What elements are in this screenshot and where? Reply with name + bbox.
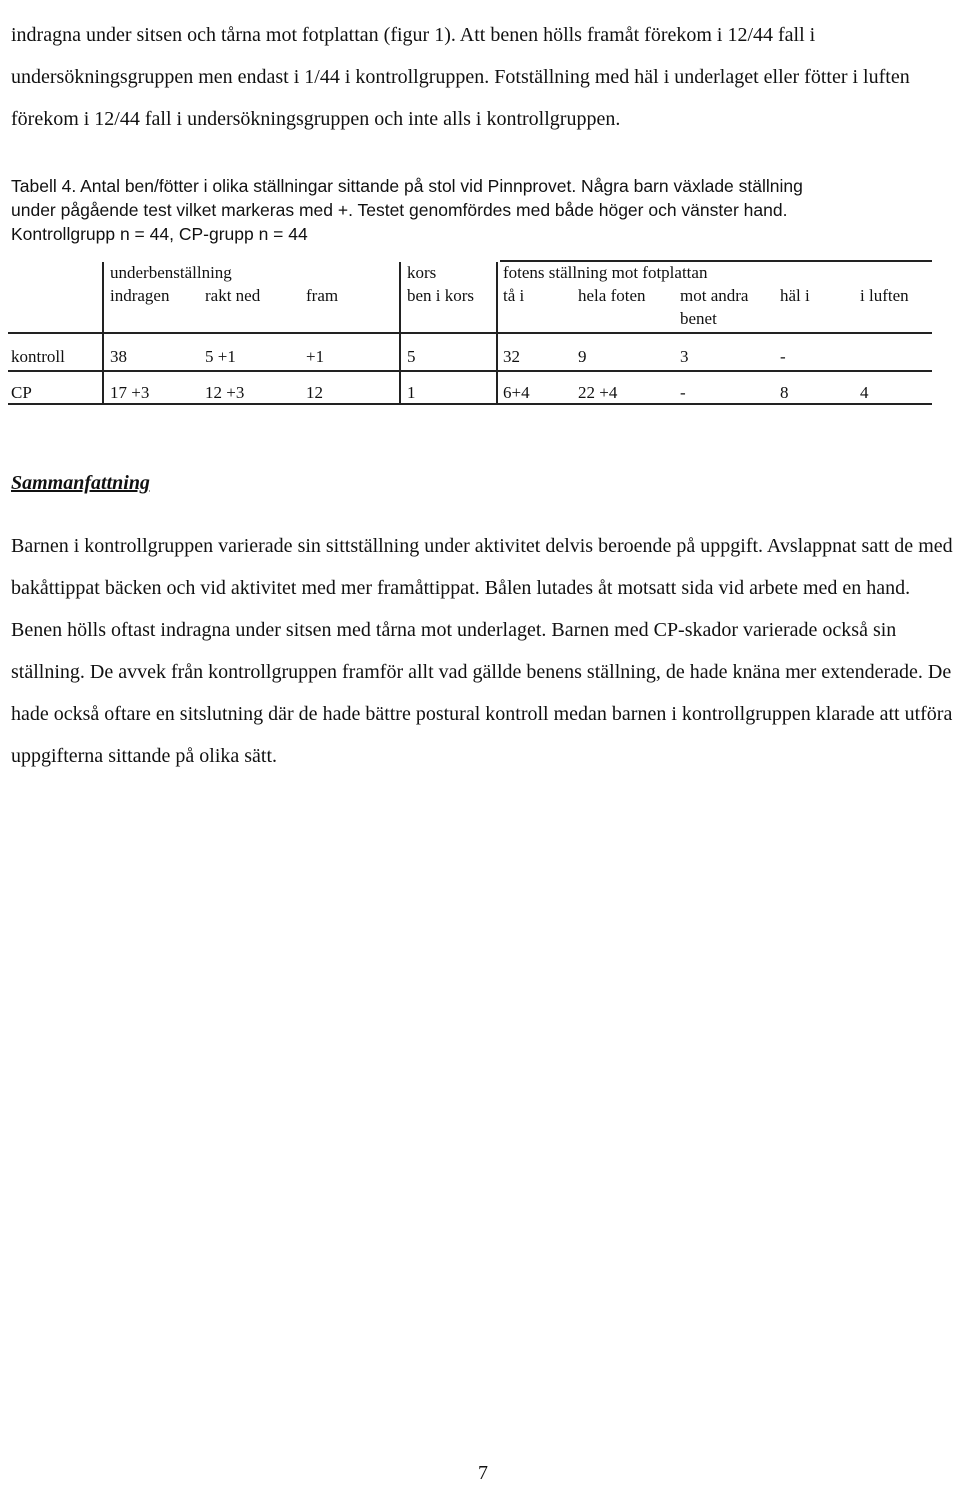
data-table <box>0 0 960 420</box>
header-bottom-rule <box>8 332 932 334</box>
col-hal-i: häl i <box>780 286 810 305</box>
col-mot-andra: mot andra <box>680 286 749 305</box>
row-divider <box>8 370 932 372</box>
row-label-kontroll: kontroll <box>11 347 65 366</box>
col-hela-foten: hela foten <box>578 286 646 305</box>
caption-line-1: Tabell 4. Antal ben/fötter i olika ställningar sittande på stol vid Pinnprovet. Några barn växlade ställning <box>11 176 803 196</box>
cell-kontroll-ben-i-kors: 5 <box>407 347 416 366</box>
vertical-rule-2 <box>399 262 401 404</box>
col-rakt-ned: rakt ned <box>205 286 261 305</box>
cell-kontroll-rakt-ned: 5 +1 <box>205 347 236 366</box>
col-mot-andra-benet: benet <box>680 309 717 328</box>
cell-cp-hela-foten: 22 +4 <box>578 383 618 402</box>
cell-kontroll-indragen: 38 <box>110 347 127 366</box>
cell-cp-rakt-ned: 12 +3 <box>205 383 245 402</box>
group-header-foot: fotens ställning mot fotplattan <box>503 263 708 282</box>
cell-kontroll-ta-i: 32 <box>503 347 520 366</box>
col-ben-i-kors: ben i kors <box>407 286 475 305</box>
summary-heading: Sammanfattning <box>11 472 150 494</box>
caption-line-2: under pågående test vilket markeras med +. Testet genomfördes med både höger och vänster hand. <box>11 200 788 220</box>
cell-kontroll-fram: +1 <box>306 347 325 366</box>
cell-kontroll-hela-foten: 9 <box>578 347 587 366</box>
page-number: 7 <box>478 1462 488 1484</box>
cell-cp-mot-andra: - <box>680 383 686 402</box>
cell-cp-ta-i: 6+4 <box>503 383 530 402</box>
group-header-cross: kors <box>407 263 437 282</box>
table-bottom-rule <box>8 403 932 405</box>
col-ta-i: tå i <box>503 286 525 305</box>
vertical-rule-3 <box>496 262 498 404</box>
cell-cp-ben-i-kors: 1 <box>407 383 416 402</box>
cell-kontroll-hal-i: - <box>780 347 786 366</box>
summary-paragraph: Barnen i kontrollgruppen varierade sin sittställning under aktivitet delvis beroende på uppgift. Avslappnat satt de med bakåttippat bäcken och vid aktivitet med mer framåttippat. Bålen lutades åt motsatt sida vid arbete med en hand. Benen hölls oftast indragna under sitsen med tårna mot underlaget. Barnen med CP-skador varierade också sin ställning. De avvek från kontrollgruppen framför allt vad gällde benens ställning, de hade knäna mer extenderade. De hade också oftare en sitslutning där de hade bättre postural kontroll medan barnen i kontrollgruppen klarade att utföra uppgifterna sittande på olika sätt. <box>11 535 953 767</box>
group-header-leg: underbenställning <box>110 263 232 282</box>
vertical-rule-1 <box>102 262 104 404</box>
col-i-luften: i luften <box>860 286 909 305</box>
cell-kontroll-mot-andra: 3 <box>680 347 689 366</box>
header-top-rule <box>500 260 932 262</box>
row-label-cp: CP <box>11 383 32 402</box>
cell-cp-indragen: 17 +3 <box>110 383 150 402</box>
cell-cp-i-luften: 4 <box>860 383 869 402</box>
col-indragen: indragen <box>110 286 170 305</box>
cell-cp-fram: 12 <box>306 383 323 402</box>
intro-paragraph: indragna under sitsen och tårna mot fotplattan (figur 1). Att benen hölls framåt förekom i 12/44 fall i undersökningsgruppen men endast i 1/44 i kontrollgruppen. Fotställning med häl i underlaget eller fötter i luften förekom i 12/44 fall i undersökningsgruppen och inte alls i kontrollgruppen. <box>11 24 910 130</box>
caption-line-3: Kontrollgrupp n = 44, CP-grupp n = 44 <box>11 224 308 244</box>
cell-cp-hal-i: 8 <box>780 383 789 402</box>
col-fram: fram <box>306 286 339 305</box>
